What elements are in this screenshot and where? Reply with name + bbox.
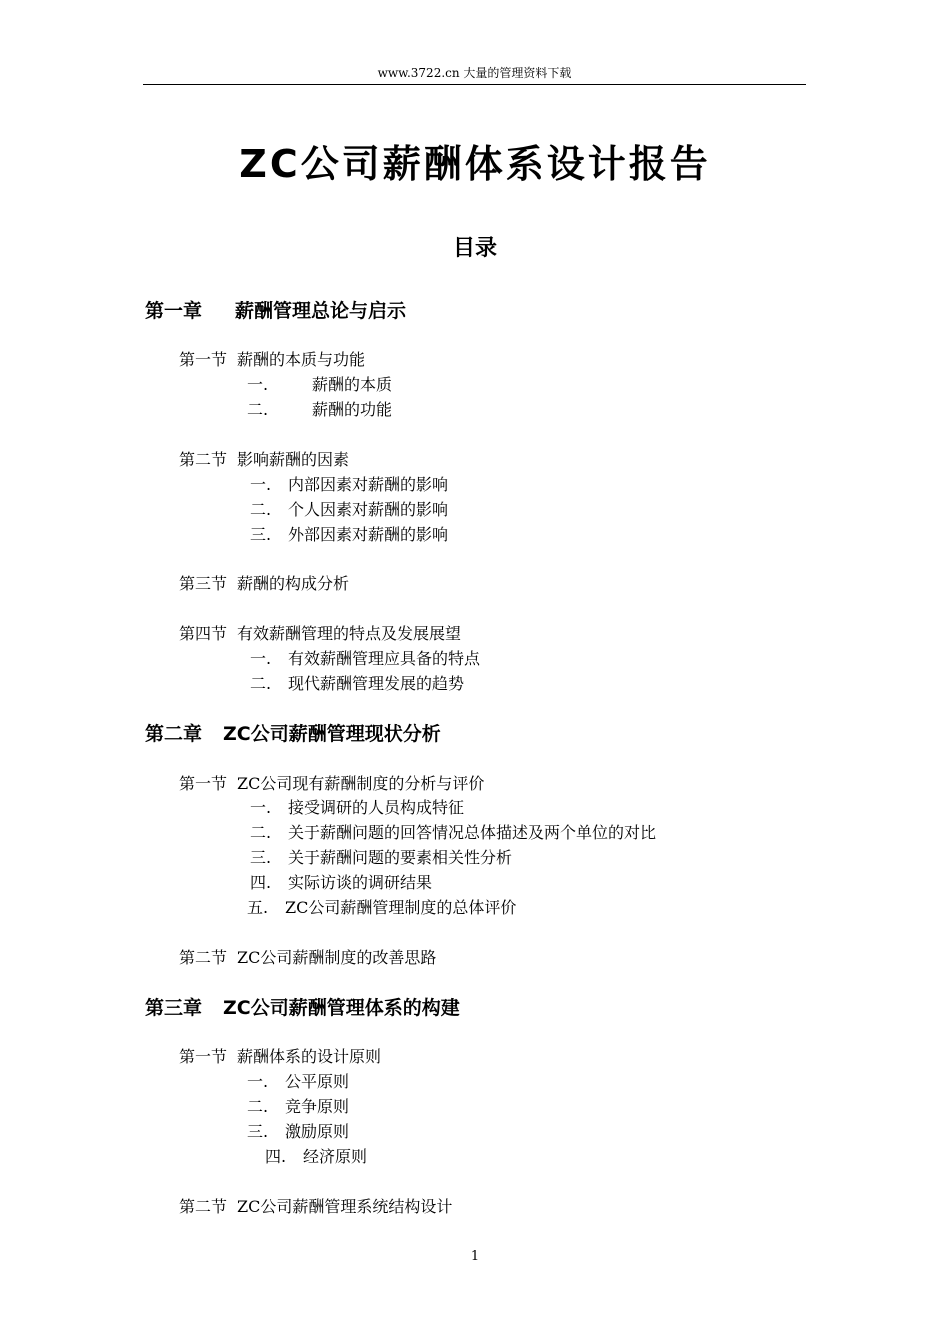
item-title: 关于薪酬问题的要素相关性分析 [288, 848, 513, 867]
item-title: 竞争原则 [285, 1097, 350, 1116]
chapter-number: 第一章 [145, 300, 203, 322]
item-title: 实际访谈的调研结果 [288, 873, 433, 892]
toc-chapter-3 [145, 995, 460, 1021]
chapter-number: 第三章 [145, 997, 203, 1019]
section-number: 第一节 [179, 774, 228, 793]
toc-item-2-1-2 [250, 822, 656, 844]
item-title: 公平原则 [285, 1072, 350, 1091]
toc-item-3-1-2 [247, 1096, 349, 1118]
chapter-title: ZC公司薪酬管理现状分析 [223, 723, 441, 745]
item-title: 有效薪酬管理应具备的特点 [288, 649, 481, 668]
item-number: 一. [250, 475, 272, 494]
item-number: 四. [250, 873, 272, 892]
item-number: 四. [265, 1147, 287, 1166]
toc-section-3-2 [179, 1196, 452, 1218]
toc-item-2-1-5 [247, 897, 516, 919]
item-title: 薪酬的功能 [312, 400, 393, 419]
toc-chapter-2 [145, 721, 441, 747]
section-title: 薪酬的构成分析 [237, 574, 350, 593]
toc-section-1-1 [179, 349, 365, 371]
chapter-number: 第二章 [145, 723, 203, 745]
header-divider [143, 84, 806, 85]
toc-item-1-1-2 [247, 399, 392, 421]
section-title: ZC公司薪酬制度的改善思路 [237, 948, 437, 967]
item-number: 二. [247, 1097, 269, 1116]
section-number: 第二节 [179, 450, 228, 469]
toc-section-2-2 [179, 947, 436, 969]
toc-item-2-1-3 [250, 847, 512, 869]
toc-heading: 目录 [452, 236, 497, 261]
toc-item-3-1-4 [265, 1146, 367, 1168]
toc-item-1-4-2 [250, 673, 464, 695]
section-title: 薪酬体系的设计原则 [237, 1047, 382, 1066]
section-title: 有效薪酬管理的特点及发展展望 [237, 624, 462, 643]
item-title: ZC公司薪酬管理制度的总体评价 [285, 898, 517, 917]
item-title: 关于薪酬问题的回答情况总体描述及两个单位的对比 [288, 823, 657, 842]
toc-item-1-2-3 [250, 524, 448, 546]
toc-item-3-1-3 [247, 1121, 349, 1143]
item-number: 一. [250, 798, 272, 817]
item-title: 个人因素对薪酬的影响 [288, 500, 449, 519]
toc-item-2-1-1 [250, 797, 464, 819]
toc-item-3-1-1 [247, 1071, 349, 1093]
item-title: 内部因素对薪酬的影响 [288, 475, 449, 494]
item-number: 五. [247, 898, 269, 917]
toc-item-1-4-1 [250, 648, 480, 670]
item-number: 三. [247, 1122, 269, 1141]
item-title: 经济原则 [303, 1147, 368, 1166]
item-number: 一. [247, 1072, 269, 1091]
toc-section-1-3 [179, 573, 349, 595]
item-number: 三. [250, 848, 272, 867]
item-number: 二. [250, 674, 272, 693]
section-title: 影响薪酬的因素 [237, 450, 350, 469]
section-title: ZC公司现有薪酬制度的分析与评价 [237, 774, 485, 793]
section-title: ZC公司薪酬管理系统结构设计 [237, 1197, 453, 1216]
toc-section-1-2 [179, 449, 349, 471]
item-number: 二. [247, 400, 269, 419]
item-number: 一. [250, 649, 272, 668]
section-number: 第三节 [179, 574, 228, 593]
section-title: 薪酬的本质与功能 [237, 350, 366, 369]
section-number: 第二节 [179, 948, 228, 967]
toc-section-1-4 [179, 623, 461, 645]
chapter-title: ZC公司薪酬管理体系的构建 [223, 997, 460, 1019]
item-number: 二. [250, 500, 272, 519]
toc-item-1-2-1 [250, 474, 448, 496]
toc-item-2-1-4 [250, 872, 432, 894]
item-title: 激励原则 [285, 1122, 350, 1141]
toc-item-1-1-1 [247, 374, 392, 396]
item-title: 外部因素对薪酬的影响 [288, 525, 449, 544]
toc-chapter-1 [145, 298, 406, 324]
item-title: 现代薪酬管理发展的趋势 [288, 674, 465, 693]
toc-item-1-2-2 [250, 499, 448, 521]
section-number: 第二节 [179, 1197, 228, 1216]
item-number: 三. [250, 525, 272, 544]
item-number: 一. [247, 375, 269, 394]
item-title: 接受调研的人员构成特征 [288, 798, 465, 817]
item-title: 薪酬的本质 [312, 375, 393, 394]
section-number: 第四节 [179, 624, 228, 643]
document-title: ZC公司薪酬体系设计报告 [239, 142, 711, 186]
section-number: 第一节 [179, 1047, 228, 1066]
toc-section-2-1 [179, 773, 484, 795]
page-number: 1 [470, 1249, 480, 1264]
page-header: www.3722.cn 大量的管理资料下载 [377, 66, 572, 80]
toc-section-3-1 [179, 1046, 381, 1068]
section-number: 第一节 [179, 350, 228, 369]
chapter-title: 薪酬管理总论与启示 [235, 300, 407, 322]
item-number: 二. [250, 823, 272, 842]
